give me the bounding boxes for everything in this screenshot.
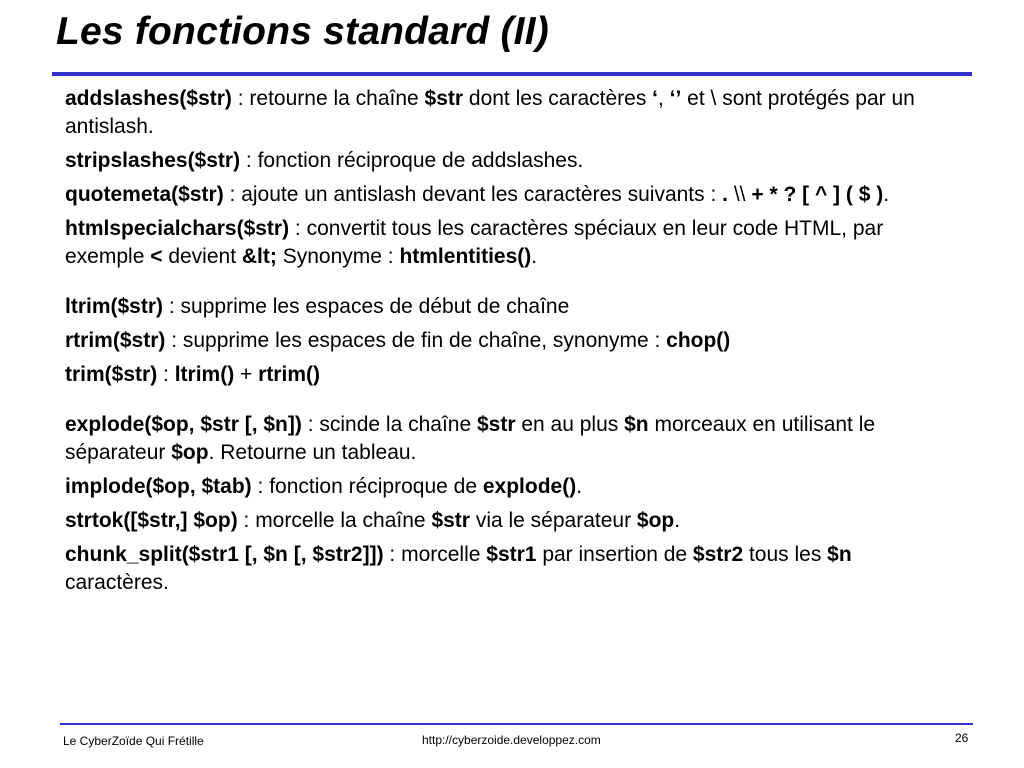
code-term: explode() xyxy=(482,475,577,498)
code-term: $str xyxy=(476,413,516,436)
description-text: . xyxy=(674,509,681,532)
description-text: \\ xyxy=(733,183,752,206)
description-text: dont les caractères xyxy=(463,87,653,110)
description-text: : fonction réciproque de xyxy=(251,475,483,498)
code-term: ‘’ xyxy=(669,87,682,110)
code-term: $str2 xyxy=(692,543,744,566)
code-term: explode($op, $str [, $n]) xyxy=(65,413,302,436)
code-term: $str1 xyxy=(486,543,537,566)
code-term: chunk_split($str1 [, $n [, $str2]]) xyxy=(65,543,384,566)
function-description xyxy=(65,293,960,321)
footer-author: Le CyberZoïde Qui Frétille xyxy=(63,734,204,748)
code-term: $op xyxy=(636,509,675,532)
function-description xyxy=(65,473,960,501)
code-term: chop() xyxy=(666,329,731,352)
paragraph-spacer xyxy=(65,277,960,293)
footer-url: http://cyberzoide.developpez.com xyxy=(422,733,601,747)
title-divider xyxy=(52,72,972,76)
description-text: . xyxy=(531,245,538,268)
code-term: htmlspecialchars($str) xyxy=(65,217,290,240)
description-text: + xyxy=(234,363,259,386)
code-term: ltrim() xyxy=(174,363,235,386)
code-term: $op xyxy=(171,441,209,464)
description-text: tous les xyxy=(743,543,828,566)
code-term: . xyxy=(722,183,734,206)
description-text: morceaux en utilisant le séparateur xyxy=(65,413,876,464)
description-text: : fonction réciproque de addslashes. xyxy=(240,149,584,172)
slide-title: Les fonctions standard (II) xyxy=(56,10,549,53)
description-text: : supprime les espaces de début de chaîne xyxy=(163,295,570,318)
code-term: < xyxy=(150,245,163,268)
function-description xyxy=(65,411,960,467)
code-term: $n xyxy=(827,543,852,566)
description-text: par insertion de xyxy=(536,543,693,566)
code-term: quotemeta($str) xyxy=(65,183,224,206)
function-description xyxy=(65,361,960,389)
code-term: rtrim($str) xyxy=(65,329,166,352)
description-text: Synonyme : xyxy=(276,245,400,268)
code-term: trim($str) xyxy=(65,363,158,386)
description-text: : ajoute un antislash devant les caractères suivants : xyxy=(223,183,723,206)
description-text: , xyxy=(658,87,670,110)
description-text: . xyxy=(883,183,890,206)
code-term: strtok([$str,] $op) xyxy=(65,509,238,532)
description-text: en au plus xyxy=(515,413,625,436)
code-term: $str xyxy=(424,87,464,110)
code-term: ltrim($str) xyxy=(65,295,164,318)
description-text: . xyxy=(576,475,583,498)
description-text: : xyxy=(157,363,175,386)
description-text: : convertit tous les caractères spéciaux en leur code HTML, par exemple xyxy=(65,217,884,268)
code-term: htmlentities() xyxy=(399,245,532,268)
code-term: $n xyxy=(624,413,649,436)
slide-body xyxy=(65,85,960,603)
code-term: + * ? [ ^ ] ( $ ) xyxy=(751,183,884,206)
code-term: rtrim() xyxy=(258,363,320,386)
function-description xyxy=(65,507,960,535)
function-description xyxy=(65,181,960,209)
description-text: : morcelle xyxy=(383,543,487,566)
description-text: devient xyxy=(162,245,242,268)
code-term: addslashes($str) xyxy=(65,87,232,110)
description-text: : retourne la chaîne xyxy=(231,87,425,110)
description-text: : supprime les espaces de fin de chaîne, synonyme : xyxy=(165,329,667,352)
footer-divider xyxy=(60,723,973,725)
function-description xyxy=(65,85,960,141)
description-text: via le séparateur xyxy=(469,509,637,532)
description-text: . Retourne un tableau. xyxy=(208,441,417,464)
description-text: : morcelle la chaîne xyxy=(237,509,432,532)
paragraph-spacer xyxy=(65,395,960,411)
code-term: $str xyxy=(431,509,470,532)
description-text: : scinde la chaîne xyxy=(301,413,477,436)
function-description xyxy=(65,541,960,597)
description-text: et \ sont protégés par un antislash. xyxy=(65,87,915,138)
code-term: &lt; xyxy=(241,245,277,268)
function-description xyxy=(65,327,960,355)
code-term: implode($op, $tab) xyxy=(65,475,252,498)
description-text: caractères. xyxy=(65,571,169,594)
code-term: stripslashes($str) xyxy=(65,149,241,172)
function-description xyxy=(65,215,960,271)
page-number: 26 xyxy=(955,731,969,745)
function-description xyxy=(65,147,960,175)
code-term: ‘ xyxy=(652,87,658,110)
